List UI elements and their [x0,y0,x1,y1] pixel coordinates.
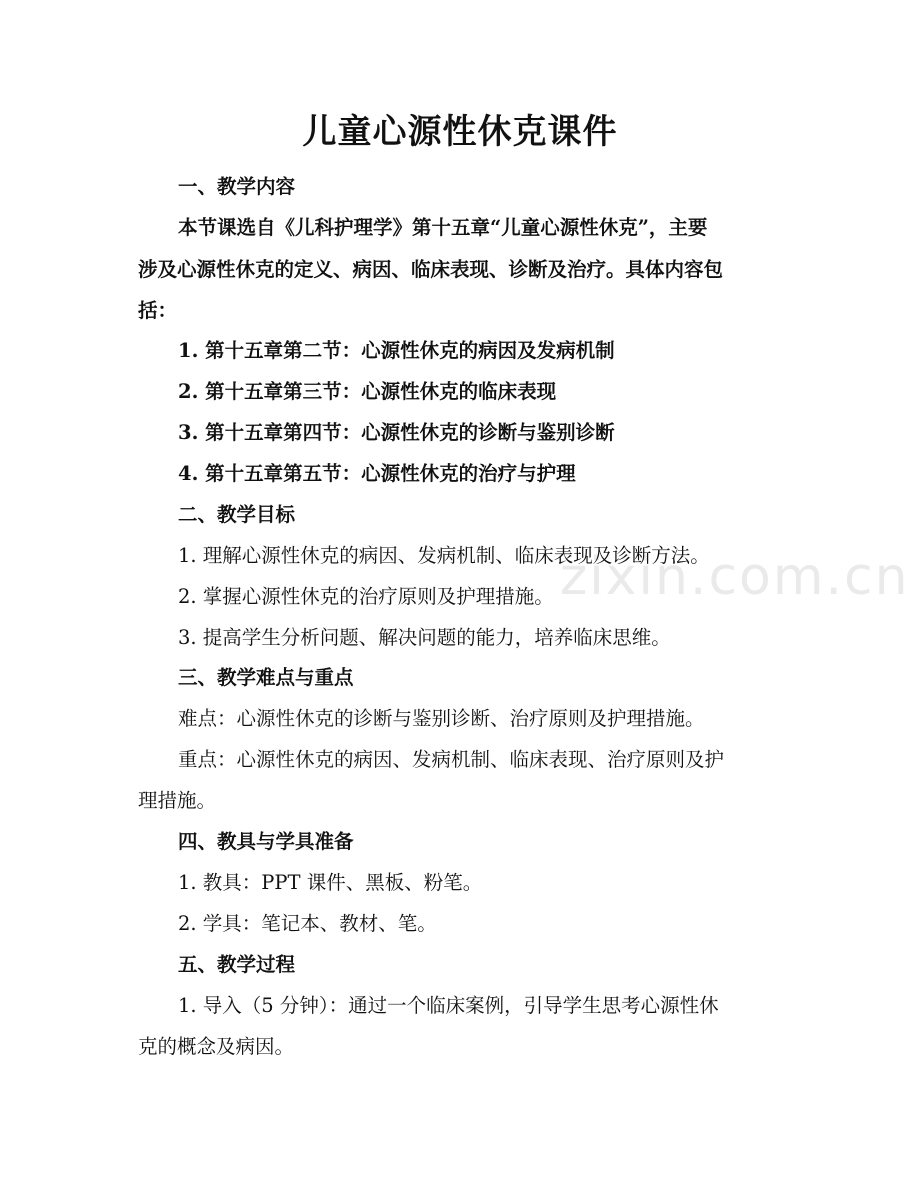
paragraph-line: 括： [138,299,178,322]
paragraph-line: 重点：心源性休克的病因、发病机制、临床表现、治疗原则及护 [178,748,725,771]
list-item: 4. 第十五章第五节：心源性休克的治疗与护理 [178,462,576,485]
paragraph-line: 1. 导入（5 分钟）：通过一个临床案例，引导学生思考心源性休 [178,994,719,1017]
list-item: 1. 第十五章第二节：心源性休克的病因及发病机制 [178,339,615,362]
watermark: zixin.com.cn [560,547,910,607]
list-item: 1. 理解心源性休克的病因、发病机制、临床表现及诊断方法。 [178,544,710,567]
paragraph-line: 难点：心源性休克的诊断与鉴别诊断、治疗原则及护理措施。 [178,707,705,730]
section-heading-3: 三、教学难点与重点 [178,666,354,689]
list-item: 2. 掌握心源性休克的治疗原则及护理措施。 [178,585,554,608]
list-item: 2. 学具：笔记本、教材、笔。 [178,912,437,935]
page-title: 儿童心源性休克课件 [302,112,618,152]
paragraph-line: 理措施。 [138,789,217,812]
section-heading-4: 四、教具与学具准备 [178,830,354,853]
list-item: 3. 第十五章第四节：心源性休克的诊断与鉴别诊断 [178,421,615,444]
section-heading-5: 五、教学过程 [178,953,296,976]
section-heading-1: 一、教学内容 [178,175,296,198]
paragraph-line: 涉及心源性休克的定义、病因、临床表现、诊断及治疗。具体内容包 [138,258,724,281]
list-item: 1. 教具：PPT 课件、黑板、粉笔。 [178,871,483,894]
list-item: 3. 提高学生分析问题、解决问题的能力，培养临床思维。 [178,626,671,649]
list-item: 2. 第十五章第三节：心源性休克的临床表现 [178,380,557,403]
section-heading-2: 二、教学目标 [178,503,296,526]
paragraph-line: 克的概念及病因。 [138,1035,295,1058]
paragraph-line: 本节课选自《儿科护理学》第十五章“儿童心源性休克”，主要 [178,216,708,239]
